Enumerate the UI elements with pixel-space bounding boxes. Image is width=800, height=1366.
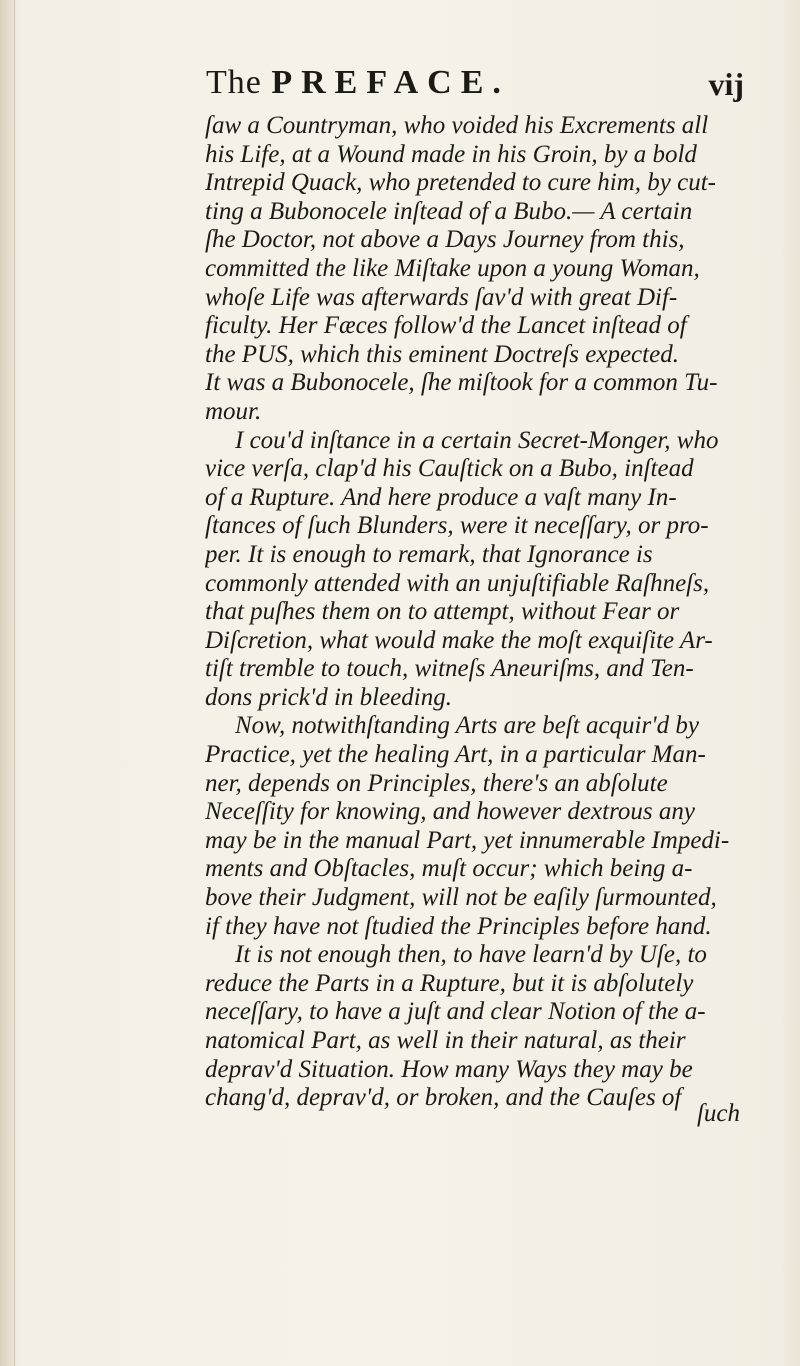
text-line: tiſt tremble to touch, witneſs Aneuriſms, and Ten- bbox=[205, 655, 694, 683]
text-line: Diſcretion, what would make the moſt exquiſite Ar- bbox=[205, 626, 713, 654]
text-line: commonly attended with an unjuſtifiable Raſhneſs, bbox=[205, 569, 710, 597]
text-line: ſhe Doctor, not above a Days Journey from this, bbox=[205, 226, 685, 254]
text-line: It is not enough then, to have learn'd by Uſe, to bbox=[235, 941, 707, 969]
text-line: Intrepid Quack, who pretended to cure him, by cut- bbox=[205, 169, 716, 197]
text-line: mour. bbox=[205, 397, 262, 425]
text-line: of a Rupture. And here produce a vaſt many In- bbox=[205, 483, 677, 511]
text-line: chang'd, deprav'd, or broken, and the Cauſes of bbox=[205, 1084, 682, 1112]
text-line: his Life, at a Wound made in his Groin, by a bold bbox=[205, 140, 697, 168]
running-head bbox=[60, 64, 760, 104]
text-line: Now, notwithſtanding Arts are beſt acquir'd by bbox=[235, 712, 699, 740]
text-line: Neceſſity for knowing, and however dextrous any bbox=[205, 798, 695, 826]
text-line: may be in the manual Part, yet innumerable Impedi- bbox=[205, 826, 730, 854]
text-line: I cou'd inſtance in a certain Secret-Monger, who bbox=[235, 426, 719, 454]
heading-title: PREFACE. bbox=[271, 64, 510, 101]
heading-prefix: The bbox=[206, 64, 262, 101]
text-line: neceſſary, to have a juſt and clear Notion of the a- bbox=[205, 998, 706, 1026]
text-line: ſaw a Countryman, who voided his Excrements all bbox=[205, 112, 709, 139]
text-line: bove their Judgment, will not be eaſily ſurmounted, bbox=[205, 884, 717, 912]
text-line: per. It is enough to remark, that Ignorance is bbox=[205, 540, 653, 568]
text-line: deprav'd Situation. How many Ways they may be bbox=[205, 1055, 693, 1083]
text-line: Practice, yet the healing Art, in a particular Man- bbox=[205, 741, 706, 769]
catchword: ſuch bbox=[696, 1100, 740, 1127]
body-text bbox=[205, 112, 765, 1113]
text-line: natomical Part, as well in their natural, as their bbox=[205, 1027, 686, 1054]
text-line: ting a Bubonocele inſtead of a Bubo.— A certain bbox=[205, 197, 693, 225]
text-line: ner, depends on Principles, there's an abſolute bbox=[205, 769, 668, 797]
text-line: the PUS, which this eminent Doctreſs expected. bbox=[205, 340, 679, 368]
text-line: vice verſa, clap'd his Cauſtick on a Bubo, inſtead bbox=[205, 455, 694, 483]
text-line: if they have not ſtudied the Principles before hand. bbox=[205, 912, 712, 940]
text-line: dons prick'd in bleeding. bbox=[205, 683, 452, 711]
text-line: ſtances of ſuch Blunders, were it neceſſary, or pro- bbox=[205, 512, 709, 540]
preface-heading bbox=[206, 64, 510, 102]
text-line: that puſhes them on to attempt, without Fear or bbox=[205, 598, 680, 626]
text-line: It was a Bubonocele, ſhe miſtook for a common Tu- bbox=[205, 369, 718, 397]
text-line: ficulty. Her Fæces follow'd the Lancet inſtead of bbox=[205, 312, 687, 340]
text-line: reduce the Parts in a Rupture, but it is abſolutely bbox=[205, 969, 694, 997]
text-line: committed the like Miſtake upon a young Woman, bbox=[205, 254, 700, 282]
text-line: whoſe Life was afterwards ſav'd with great Dif- bbox=[205, 283, 678, 311]
text-line: ments and Obſtacles, muſt occur; which being a- bbox=[205, 855, 693, 883]
page-gutter bbox=[0, 0, 15, 1366]
page-number: vij bbox=[708, 66, 744, 102]
